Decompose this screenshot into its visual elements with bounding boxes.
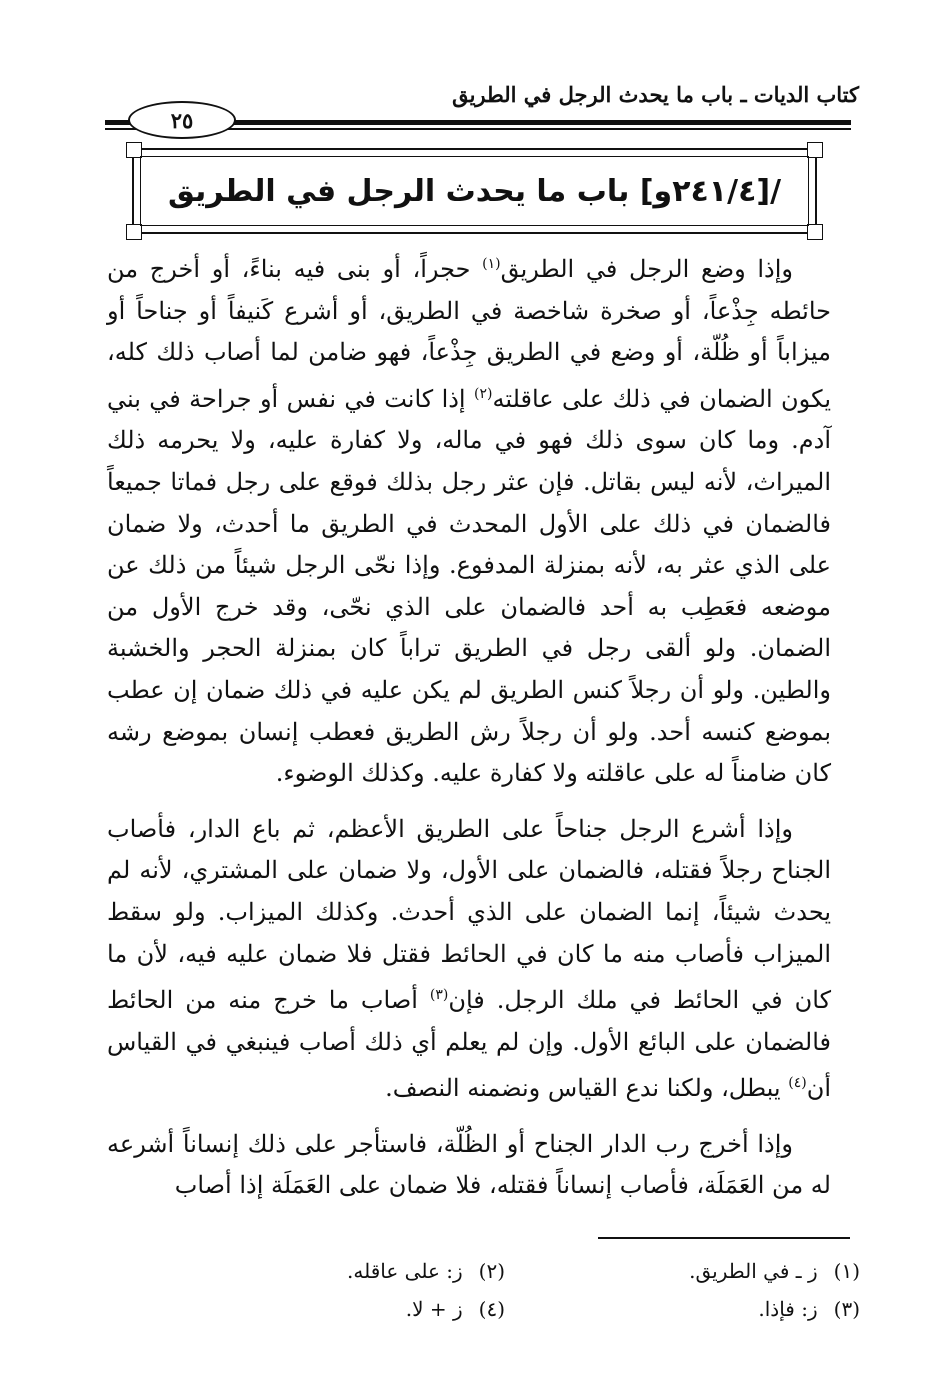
footnote: (٢)ز: على عاقله. — [347, 1259, 505, 1283]
frame-corner-ornament — [126, 224, 142, 240]
footnote-ref: (٤) — [788, 1075, 807, 1092]
main-text — [107, 244, 831, 1221]
footnote-ref: (٣) — [429, 987, 449, 1004]
footnote-rule — [598, 1237, 850, 1239]
frame-corner-ornament — [807, 142, 823, 158]
chapter-heading-frame — [132, 148, 817, 234]
running-header: كتاب الديات ـ باب ما يحدث الرجل في الطريق — [452, 82, 859, 107]
footnote-ref: (٢) — [473, 385, 493, 402]
chapter-title: /[٢٤١/٤و] باب ما يحدث الرجل في الطريق — [167, 173, 782, 209]
footnote: (١)ز ـ في الطريق. — [689, 1259, 860, 1283]
frame-corner-ornament — [807, 224, 823, 240]
footnote-ref: (١) — [482, 256, 501, 272]
page-number-text: ٢٥ — [170, 107, 194, 133]
footnote: (٤)ز + لا. — [405, 1297, 505, 1321]
footnotes — [150, 1252, 860, 1328]
paragraph: وإذا وضع الرجل في الطريق$^{(١)}$ حجراً، أو بنى فيه بناءً، أو أخرج من حائطه جِذْعاً، أو صخرة شاخصة في الطريق، أو أشرع كَنيفاً أو جناحاً أو ميزاباً أو ظُلّة، أو وضع في الطريق جِذْعاً، فهو ضامن لما أصاب ذلك كله، يكون الضمان في ذلك على عاقلته$^{(٢)}$ إذا كانت في نفس أو جراحة في بني آدم. وما كان سوى ذلك فهو في ماله، ولا كفارة عليه، ولا يحرمه ذلك الميراث، لأنه ليس بقاتل. فإن عثر رجل بذلك فوقع على رجل فماتا جميعاً فالضمان في ذلك على الأول المحدث في الطريق ما أحدث، ولا ضمان على الذي عثر به، لأنه بمنزلة المدفوع. وإذا نحّى الرجل شيئاً من ذلك عن موضعه فعَطِب به أحد فالضمان على الذي نحّى، وقد خرج الأول من الضمان. ولو ألقى رجل في الطريق تراباً كان بمنزلة الحجر والخشبة والطين. ولو أن رجلاً كنس الطريق لم يكن عليه في ذلك ضمان إن عطب بموضع كنسه أحد. ولو أن رجلاً رش الطريق فعطب إنسان بموضع رشه كان ضامناً له على عاقلته ولا كفارة عليه. وكذلك الوضوء. — [107, 255, 832, 788]
paragraph: وإذا أشرع الرجل جناحاً على الطريق الأعظم، ثم باع الدار، فأصاب الجناح رجلاً فقتله، فالضمان على الأول، ولا ضمان على المشتري، لأنه لم يحدث شيئاً، إنما الضمان على الذي أحدث. وكذلك الميزاب. ولو سقط الميزاب فأصاب منه ما كان في الحائط فقتل فلا ضمان عليه فيه، لأن ما كان في الحائط في ملك الرجل. فإن$^{(٣)}$ أصاب ما خرج منه من الحائط فالضمان على البائع الأول. وإن لم يعلم أي ذلك أصاب فينبغي في القياس أن$^{(٤)}$ يبطل، ولكنا ندع القياس ونضمنه النصف. — [107, 814, 831, 1103]
footnote: (٣)ز: فإذا. — [758, 1297, 860, 1321]
page-number — [128, 101, 236, 139]
paragraph: وإذا أخرج رب الدار الجناح أو الظُلّة، فاستأجر على ذلك إنساناً أشرعه له من العَمَلَة، فأصاب إنساناً فقتله، فلا ضمان على العَمَلَة إذا أصاب — [107, 1129, 831, 1200]
